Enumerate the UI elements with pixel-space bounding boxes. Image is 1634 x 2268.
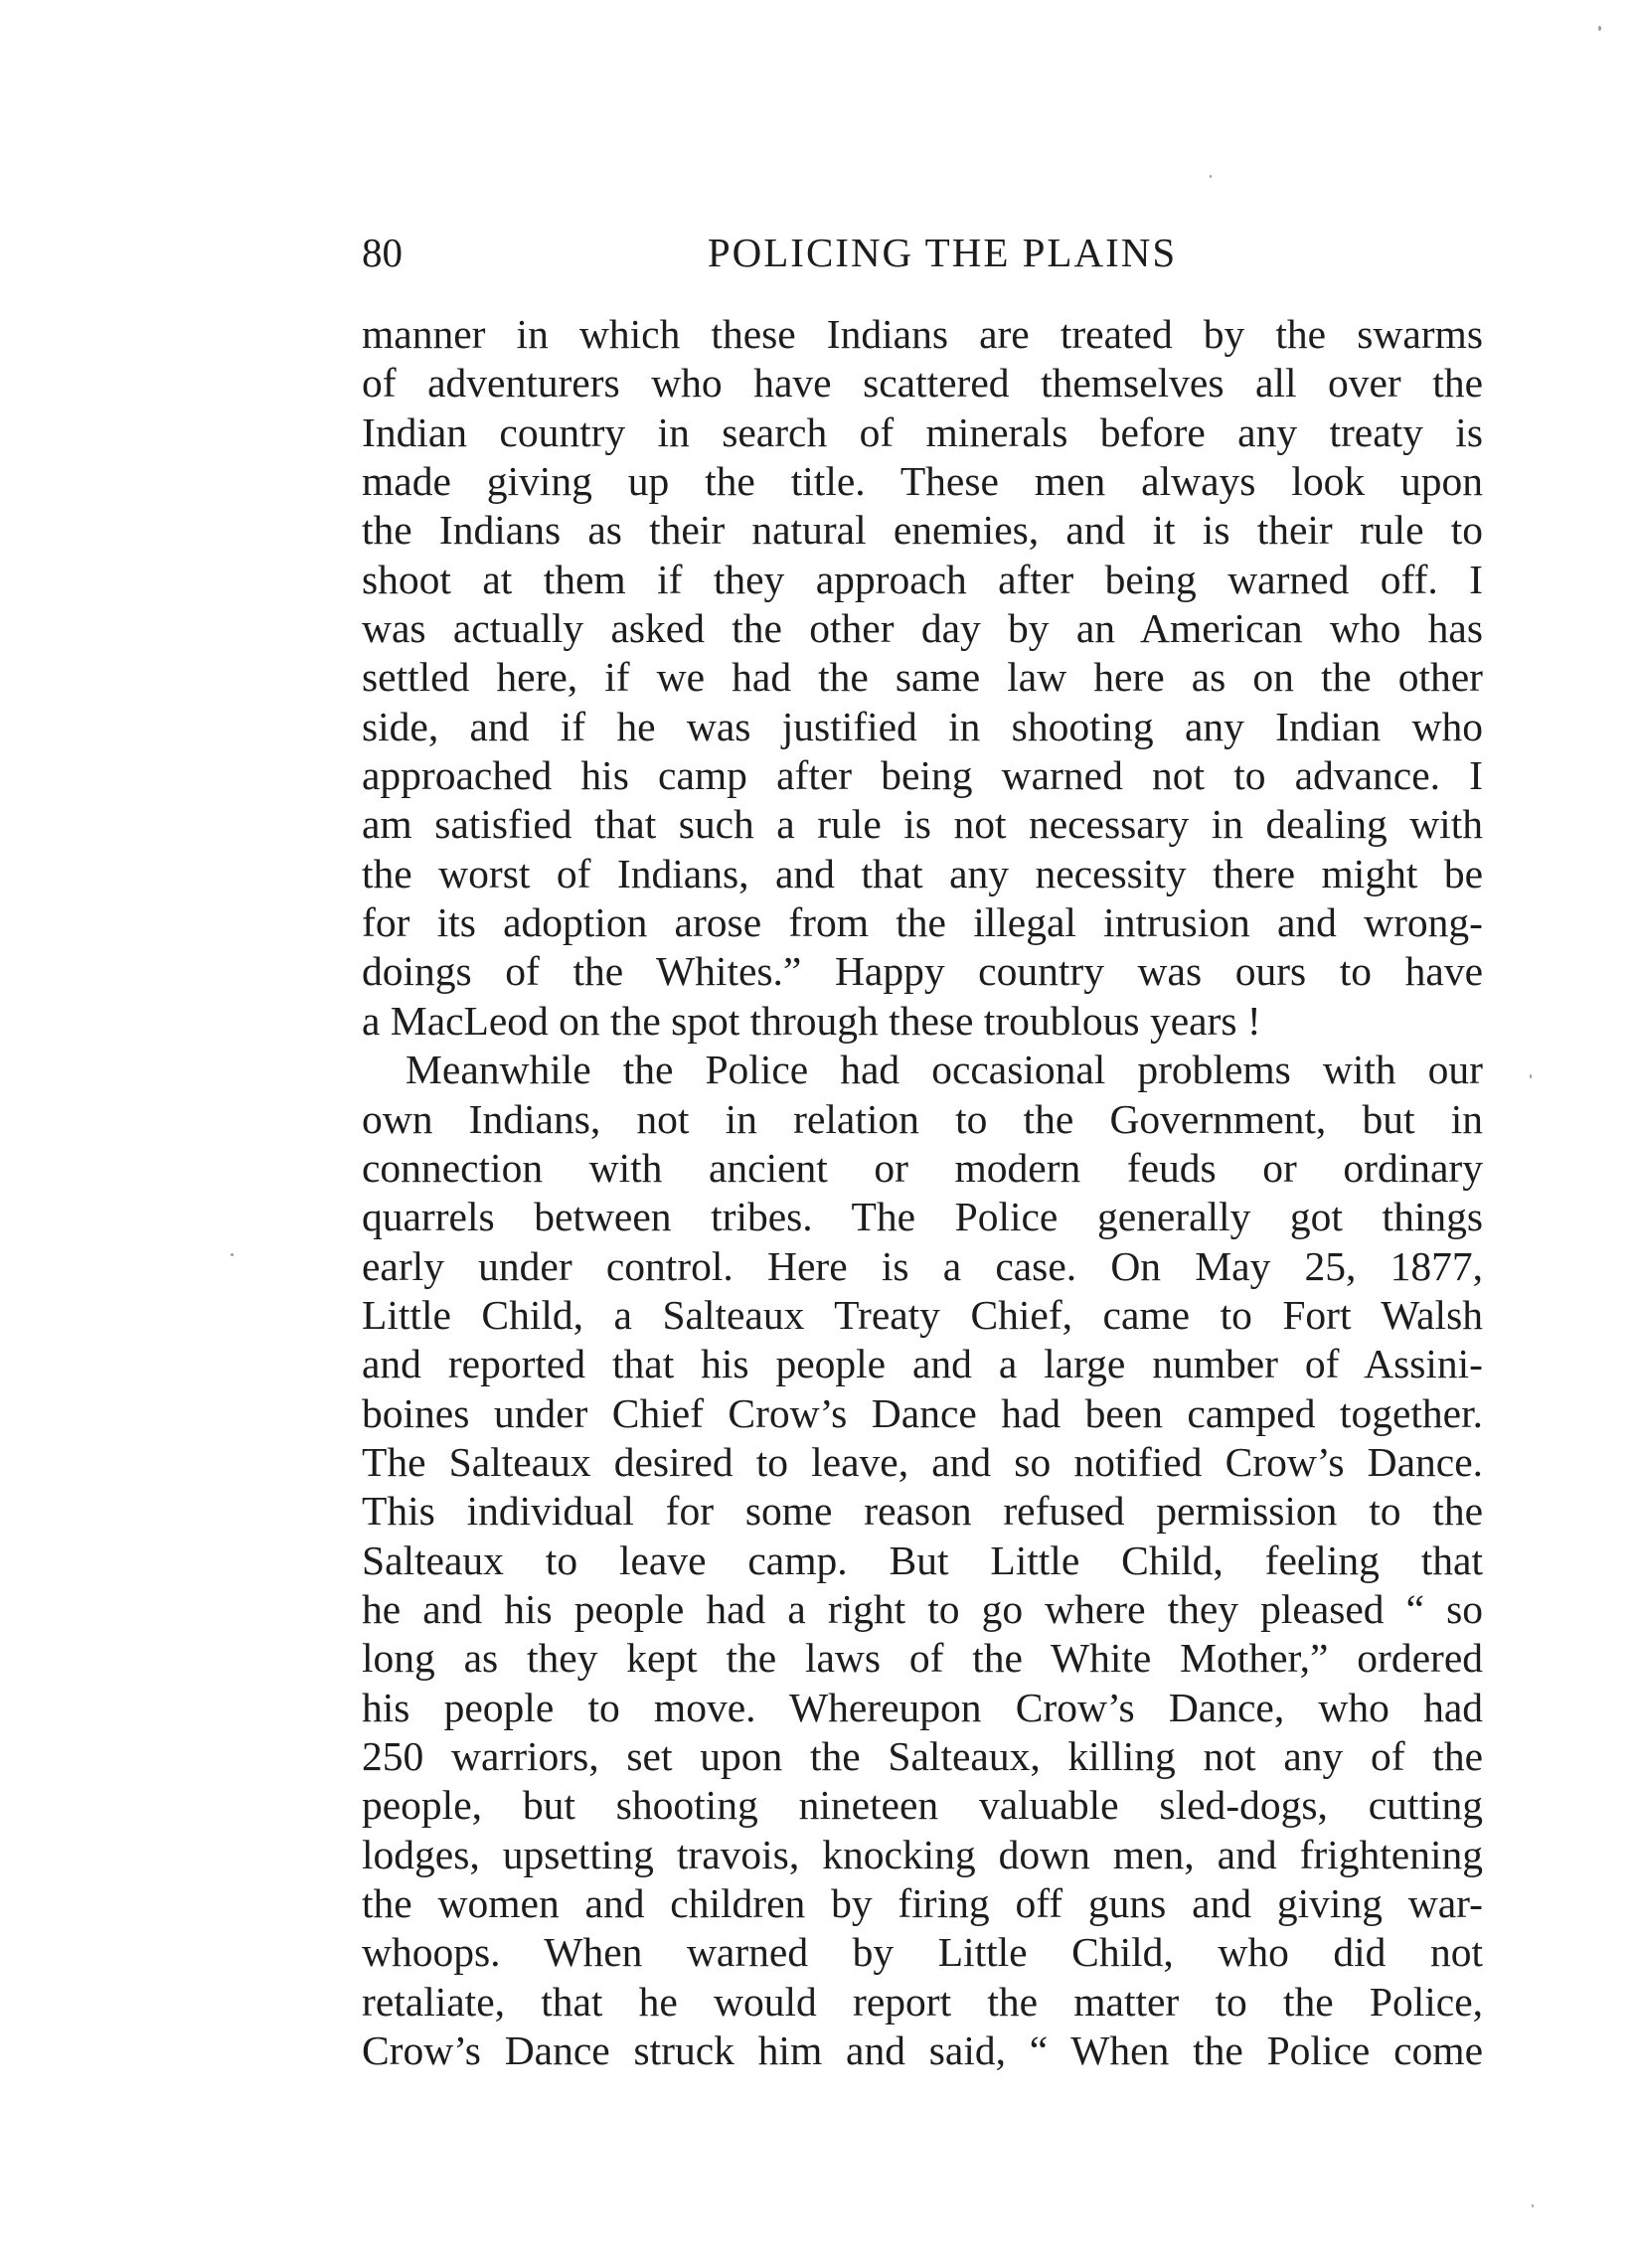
text-line: shoot at them if they approach after being warned off. I (362, 556, 1483, 602)
text-line: whoops. When warned by Little Child, who did not (362, 1929, 1483, 1976)
text-line: long as they kept the laws of the White Mother,” ordered (362, 1635, 1483, 1682)
text-line: he and his people had a right to go where they pleased “ so (362, 1585, 1483, 1632)
text-line: side, and if he was justified in shooting any Indian who (362, 703, 1483, 749)
text-line: am satisfied that such a rule is not necessary in dealing with (362, 801, 1483, 848)
text-line: 250 warriors, set upon the Salteaux, killing not any of the (362, 1732, 1483, 1779)
text-line: quarrels between tribes. The Police generally got things (362, 1194, 1483, 1240)
text-line: Crow’s Dance struck him and said, “ When the Police come (362, 2027, 1483, 2074)
text-line: his people to move. Whereupon Crow’s Dance, who had (362, 1684, 1483, 1730)
running-title: POLICING THE PLAINS (707, 230, 1178, 275)
text-line: approached his camp after being warned not to advance. I (362, 752, 1483, 799)
scan-speck (1532, 2204, 1534, 2207)
text-line: manner in which these Indians are treated by the swarms (362, 311, 1483, 357)
text-line: own Indians, not in relation to the Government, but in (362, 1095, 1483, 1142)
text-line: the Indians as their natural enemies, and it is their rule to (362, 507, 1483, 554)
text-line: doings of the Whites.” Happy country was ours to have (362, 948, 1483, 995)
text-line: the women and children by firing off guns and giving war- (362, 1880, 1483, 1926)
scan-speck (1210, 175, 1212, 178)
text-line: of adventurers who have scattered themselves all over the (362, 360, 1483, 406)
paragraph-first-line: Meanwhile the Police had occasional problems with our (406, 1047, 1483, 1093)
text-line: Salteaux to leave camp. But Little Child, feeling that (362, 1537, 1483, 1583)
body-text (362, 310, 1483, 2075)
text-line: for its adoption arose from the illegal intrusion and wrong- (362, 899, 1483, 946)
text-line: boines under Chief Crow’s Dance had been camped together. (362, 1389, 1483, 1436)
running-head (362, 227, 1483, 278)
text-line: made giving up the title. These men always look upon (362, 458, 1483, 505)
text-line: connection with ancient or modern feuds or ordinary (362, 1144, 1483, 1191)
text-line: settled here, if we had the same law here as on the other (362, 654, 1483, 701)
text-line: Indian country in search of minerals before any treaty is (362, 408, 1483, 455)
scan-speck (1598, 26, 1601, 31)
page-number: 80 (362, 230, 403, 275)
text-line: early under control. Here is a case. On May 25, 1877, (362, 1242, 1483, 1289)
text-line: and reported that his people and a large number of Assini- (362, 1341, 1483, 1387)
scan-speck (1530, 1074, 1532, 1078)
paragraph-end-line: a MacLeod on the spot through these troublous years ! (362, 997, 1261, 1044)
text-line: This individual for some reason refused permission to the (362, 1488, 1483, 1535)
text-line: the worst of Indians, and that any necessity there might be (362, 850, 1483, 896)
text-line: The Salteaux desired to leave, and so notified Crow’s Dance. (362, 1438, 1483, 1485)
text-line: Little Child, a Salteaux Treaty Chief, came to Fort Walsh (362, 1291, 1483, 1338)
scan-speck (231, 1253, 234, 1256)
text-line: people, but shooting nineteen valuable sled-dogs, cutting (362, 1782, 1483, 1829)
text-line: retaliate, that he would report the matter to the Police, (362, 1978, 1483, 2025)
text-line: lodges, upsetting travois, knocking down men, and frightening (362, 1831, 1483, 1877)
text-line: was actually asked the other day by an American who has (362, 605, 1483, 652)
